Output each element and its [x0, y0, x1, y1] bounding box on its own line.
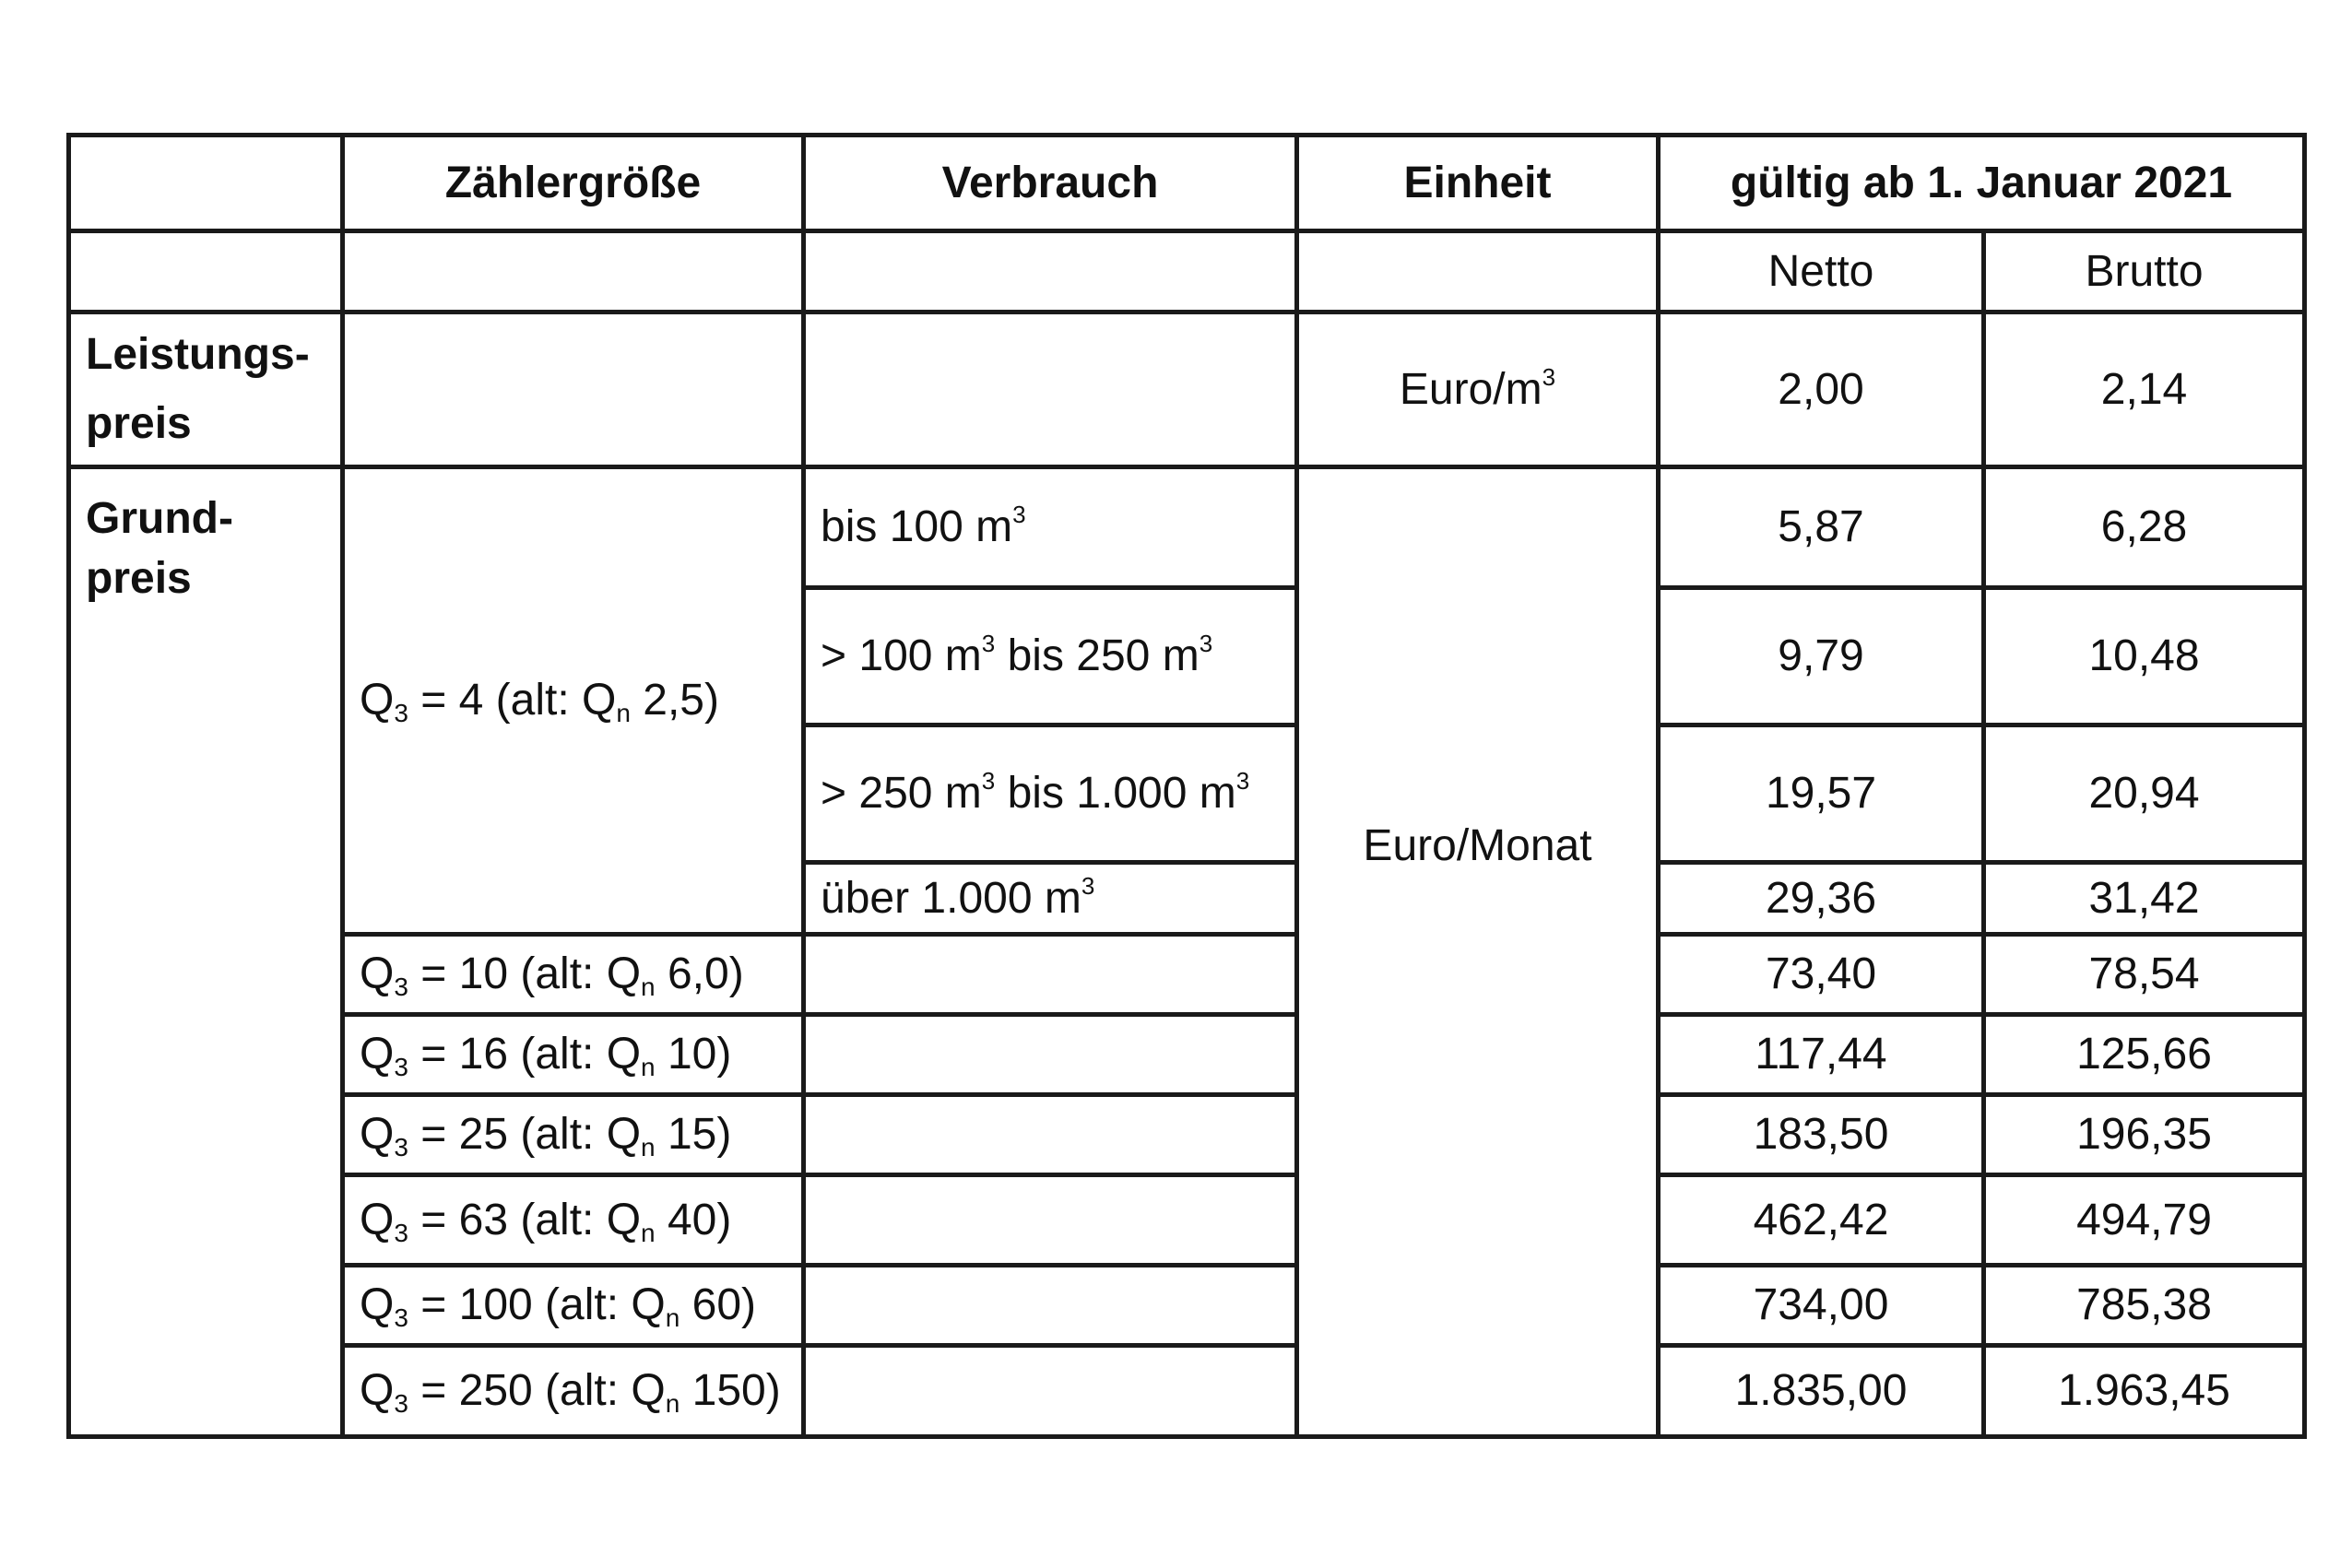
leistungspreis-brutto: 2,14: [1984, 312, 2305, 467]
meter-netto: 1.835,00: [1659, 1346, 1984, 1437]
meter-brutto: 125,66: [1984, 1015, 2305, 1095]
header-netto: Netto: [1659, 231, 1984, 312]
leistungspreis-label-line1: Leistungs-: [86, 330, 310, 380]
meter-netto: 734,00: [1659, 1266, 1984, 1346]
grundpreis-label: [69, 467, 343, 1437]
meter-row: [69, 1266, 2305, 1346]
tier-brutto: 31,42: [1984, 863, 2305, 935]
header-einheit: Einheit: [1297, 136, 1659, 231]
meter-row: [69, 1015, 2305, 1095]
header-cell-empty: [69, 136, 343, 231]
header-brutto: Brutto: [1984, 231, 2305, 312]
subheader-row: [69, 231, 2305, 312]
tier-netto: 9,79: [1659, 588, 1984, 725]
meter-netto: 117,44: [1659, 1015, 1984, 1095]
meter-netto: 73,40: [1659, 935, 1984, 1015]
header-row: [69, 136, 2305, 231]
meter-row: [69, 1095, 2305, 1175]
header-zaehlergroesse: Zählergröße: [343, 136, 804, 231]
meter-size: $Q_3 = 63$ (alt: $Q_n$ 40): [343, 1175, 804, 1266]
grundpreis-label-line1: Grund-: [86, 494, 233, 543]
leistungspreis-label-line2: preis: [86, 398, 192, 448]
meter-row: [69, 1175, 2305, 1266]
meter-netto: 462,42: [1659, 1175, 1984, 1266]
subheader-empty-4: [1297, 231, 1659, 312]
meter-brutto: 785,38: [1984, 1266, 2305, 1346]
header-gueltig: gültig ab 1. Januar 2021: [1659, 136, 2305, 231]
meter-consumption-empty: [804, 935, 1297, 1015]
header-verbrauch: Verbrauch: [804, 136, 1297, 231]
meter-brutto: 494,79: [1984, 1175, 2305, 1266]
leistungspreis-label: [69, 312, 343, 467]
tariff-table: [66, 133, 2307, 1439]
tier-brutto: 10,48: [1984, 588, 2305, 725]
tier-netto: 5,87: [1659, 467, 1984, 588]
meter-consumption-empty: [804, 1346, 1297, 1437]
meter-size: $Q_3 = 16$ (alt: $Q_n$ 10): [343, 1015, 804, 1095]
meter-consumption-empty: [804, 1266, 1297, 1346]
leistungspreis-netto: 2,00: [1659, 312, 1984, 467]
meter-size-q4: $Q_3 = 4$ (alt: $Q_n$ 2,5): [343, 467, 804, 935]
meter-netto: 183,50: [1659, 1095, 1984, 1175]
grundpreis-label-line2: preis: [86, 553, 192, 603]
tier-consumption: bis 100 $m^3$: [804, 467, 1297, 588]
meter-brutto: 78,54: [1984, 935, 2305, 1015]
subheader-empty-3: [804, 231, 1297, 312]
tier-consumption: über 1.000 $m^3$: [804, 863, 1297, 935]
tier-netto: 19,57: [1659, 725, 1984, 863]
tier-brutto: 6,28: [1984, 467, 2305, 588]
leistungspreis-verbrauch-empty: [804, 312, 1297, 467]
subheader-empty-1: [69, 231, 343, 312]
meter-row: [69, 1346, 2305, 1437]
meter-brutto: 196,35: [1984, 1095, 2305, 1175]
meter-consumption-empty: [804, 1175, 1297, 1266]
leistungspreis-row: [69, 312, 2305, 467]
meter-consumption-empty: [804, 1095, 1297, 1175]
meter-size: $Q_3 = 100$ (alt: $Q_n$ 60): [343, 1266, 804, 1346]
tier-brutto: 20,94: [1984, 725, 2305, 863]
subheader-empty-2: [343, 231, 804, 312]
meter-size: $Q_3 = 250$ (alt: $Q_n$ 150): [343, 1346, 804, 1437]
meter-row: [69, 935, 2305, 1015]
tier-netto: 29,36: [1659, 863, 1984, 935]
meter-size: $Q_3 = 25$ (alt: $Q_n$ 15): [343, 1095, 804, 1175]
tier-consumption: > 100 $m^3$ bis 250 $m^3$: [804, 588, 1297, 725]
leistungspreis-zaehler-empty: [343, 312, 804, 467]
tier-consumption: > 250 $m^3$ bis 1.000 $m^3$: [804, 725, 1297, 863]
leistungspreis-unit: Euro/$m^3$: [1297, 312, 1659, 467]
meter-size: $Q_3 = 10$ (alt: $Q_n$ 6,0): [343, 935, 804, 1015]
meter-consumption-empty: [804, 1015, 1297, 1095]
grundpreis-tier-row: [69, 467, 2305, 588]
meter-brutto: 1.963,45: [1984, 1346, 2305, 1437]
grundpreis-unit: Euro/Monat: [1297, 467, 1659, 1437]
